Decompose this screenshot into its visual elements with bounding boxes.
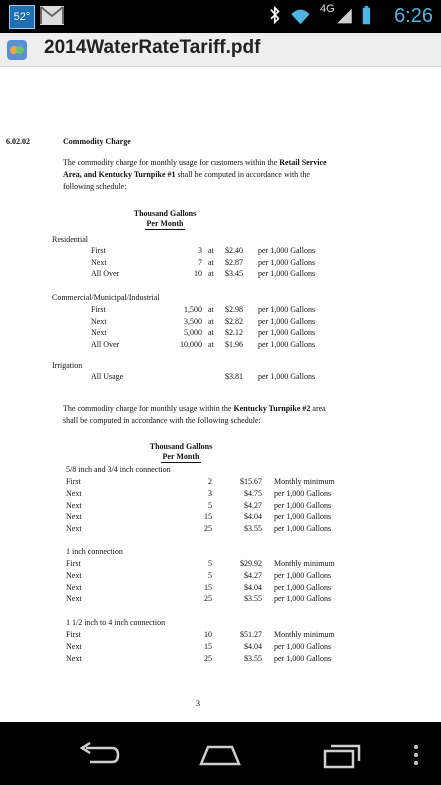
- residential-rate: $3.45: [225, 269, 243, 278]
- conn-1in-tier: Next: [66, 570, 82, 580]
- residential-at: at: [208, 246, 214, 255]
- conn-large-per: Monthly minimum: [274, 630, 335, 639]
- overflow-menu-icon[interactable]: [412, 744, 420, 766]
- commercial-tier: Next: [91, 316, 107, 326]
- gmail-icon: [40, 6, 64, 25]
- intro2-bold: Kentucky Turnpike #2: [233, 404, 311, 413]
- intro1-text2: shall be computed in accordance with the: [175, 170, 310, 179]
- commercial-per: per 1,000 Gallons: [258, 328, 316, 337]
- residential-at: at: [208, 257, 214, 267]
- commercial-tier: Next: [91, 328, 107, 337]
- bluetooth-icon: [271, 8, 278, 23]
- commercial-per: per 1,000 Gallons: [258, 339, 316, 349]
- commercial-at: at: [208, 328, 214, 337]
- conn-1in-rate: $29.92: [240, 559, 262, 568]
- commercial-qty: 3,500: [184, 316, 202, 326]
- conn-small-tier: Next: [66, 488, 82, 498]
- conn-large-qty: 25: [204, 653, 212, 663]
- irrigation-rate: $3.81: [225, 372, 243, 381]
- conn-large-qty: 10: [204, 630, 212, 639]
- header-line1: Thousand Gallons: [149, 442, 213, 451]
- conn-1in-per: per 1,000 Gallons: [274, 582, 332, 592]
- clock: 6:26: [394, 5, 433, 27]
- navigation-bar: [0, 722, 441, 785]
- home-icon[interactable]: [196, 744, 244, 766]
- intro1-bold2: Area, and Kentucky Turnpike #1: [63, 170, 176, 179]
- header-line2: Per Month: [146, 219, 184, 228]
- intro2-text2: area: [310, 404, 326, 413]
- commercial-rate: $2.82: [225, 316, 243, 326]
- conn-1in-qty: 15: [204, 582, 212, 592]
- residential-qty: 10: [194, 269, 202, 278]
- conn-small-tier: Next: [66, 500, 82, 510]
- pdf-page[interactable]: [0, 67, 441, 722]
- irrigation-label: Irrigation: [52, 361, 83, 370]
- conn-1in-tier: Next: [66, 582, 82, 592]
- battery-icon: [363, 6, 370, 24]
- intro1-line3: following schedule:: [63, 182, 127, 191]
- irrigation-per: per 1,000 Gallons: [258, 372, 316, 381]
- conn-small-tier: First: [66, 477, 81, 486]
- app-title-bar: [0, 33, 441, 67]
- intro1-line1: [63, 158, 327, 167]
- conn-1in-rate: $4.04: [244, 582, 262, 592]
- conn-1in-rate: $3.55: [244, 594, 262, 604]
- residential-tier: Next: [91, 257, 107, 267]
- conn-1in-qty: 5: [208, 559, 212, 568]
- conn-1in-rate: $4.27: [244, 570, 262, 580]
- commercial-rate: $2.12: [225, 328, 243, 337]
- conn-large-qty: 15: [204, 641, 212, 651]
- conn-1in-tier: First: [66, 559, 81, 568]
- commercial-qty: 10,000: [180, 339, 202, 349]
- commercial-qty: 1,500: [184, 305, 202, 314]
- conn-1in-per: per 1,000 Gallons: [274, 594, 332, 604]
- page-number: 3: [196, 699, 200, 708]
- table-header-1: [124, 209, 206, 230]
- residential-tier: All Over: [91, 269, 120, 278]
- commercial-label: Commercial/Municipal/Industrial: [52, 293, 160, 302]
- commercial-at: at: [208, 339, 214, 349]
- intro1-line2: [63, 170, 310, 179]
- commercial-at: at: [208, 316, 214, 326]
- back-icon[interactable]: [78, 742, 120, 766]
- conn-1in-tier: Next: [66, 594, 82, 604]
- residential-tier: First: [91, 246, 106, 255]
- conn-1in-per: per 1,000 Gallons: [274, 570, 332, 580]
- intro2-text: The commodity charge for monthly usage within the: [63, 404, 234, 413]
- conn-small-per: per 1,000 Gallons: [274, 524, 332, 534]
- table-header-2: [140, 442, 222, 463]
- status-bar: [0, 0, 441, 33]
- section-title: Commodity Charge: [63, 137, 131, 146]
- conn-1in-label: 1 inch connection: [66, 547, 123, 556]
- conn-large-rate: $4.04: [244, 641, 262, 651]
- commercial-per: per 1,000 Gallons: [258, 316, 316, 326]
- conn-small-label: 5/8 inch and 3/4 inch connection: [66, 465, 171, 474]
- residential-qty: 7: [198, 257, 202, 267]
- commercial-rate: $1.96: [225, 339, 243, 349]
- section-number: 6.02.02: [6, 137, 30, 146]
- conn-large-per: per 1,000 Gallons: [274, 641, 332, 651]
- conn-small-rate: $4.75: [244, 488, 262, 498]
- conn-large-rate: $3.55: [244, 653, 262, 663]
- conn-small-rate: $15.67: [240, 477, 262, 486]
- wifi-icon: [291, 10, 309, 25]
- recent-apps-icon[interactable]: [322, 741, 364, 769]
- commercial-qty: 5,000: [184, 328, 202, 337]
- intro2-line1: [63, 404, 326, 413]
- intro1-text: The commodity charge for monthly usage for customers within the: [63, 158, 280, 167]
- irrigation-tier: All Usage: [91, 372, 124, 381]
- conn-small-tier: Next: [66, 524, 82, 534]
- conn-large-rate: $51.27: [240, 630, 262, 639]
- commercial-tier: All Over: [91, 339, 120, 349]
- conn-small-per: Monthly minimum: [274, 477, 335, 486]
- conn-small-per: per 1,000 Gallons: [274, 488, 332, 498]
- commercial-tier: First: [91, 305, 106, 314]
- conn-small-qty: 25: [204, 524, 212, 534]
- residential-label: Residential: [52, 235, 88, 244]
- conn-large-tier: Next: [66, 641, 82, 651]
- conn-1in-per: Monthly minimum: [274, 559, 335, 568]
- residential-rate: $2.87: [225, 257, 243, 267]
- commercial-per: per 1,000 Gallons: [258, 305, 316, 314]
- weather-temperature: 52°: [9, 5, 35, 29]
- conn-small-qty: 15: [204, 512, 212, 522]
- residential-at: at: [208, 269, 214, 278]
- conn-small-per: per 1,000 Gallons: [274, 500, 332, 510]
- residential-per: per 1,000 Gallons: [258, 257, 316, 267]
- conn-small-rate: $3.55: [244, 524, 262, 534]
- conn-small-qty: 3: [208, 488, 212, 498]
- network-type: 4G: [320, 3, 335, 15]
- conn-small-rate: $4.27: [244, 500, 262, 510]
- conn-small-tier: Next: [66, 512, 82, 522]
- conn-1in-qty: 5: [208, 570, 212, 580]
- residential-per: per 1,000 Gallons: [258, 246, 316, 255]
- conn-small-per: per 1,000 Gallons: [274, 512, 332, 522]
- residential-per: per 1,000 Gallons: [258, 269, 316, 278]
- conn-large-tier: Next: [66, 653, 82, 663]
- intro2-line2: shall be computed in accordance with the following schedule:: [63, 416, 261, 425]
- conn-large-tier: First: [66, 630, 81, 639]
- app-icon[interactable]: [6, 39, 28, 61]
- document-title: 2014WaterRateTariff.pdf: [44, 37, 261, 58]
- signal-icon: [337, 9, 352, 24]
- commercial-at: at: [208, 305, 214, 314]
- conn-small-qty: 5: [208, 500, 212, 510]
- residential-qty: 3: [198, 246, 202, 255]
- conn-small-rate: $4.04: [244, 512, 262, 522]
- header-line1: Thousand Gallons: [133, 209, 197, 218]
- header-line2: Per Month: [162, 452, 200, 461]
- residential-rate: $2.40: [225, 246, 243, 255]
- commercial-rate: $2.98: [225, 305, 243, 314]
- conn-large-per: per 1,000 Gallons: [274, 653, 332, 663]
- conn-1in-qty: 25: [204, 594, 212, 604]
- conn-large-label: 1 1/2 inch to 4 inch connection: [66, 618, 166, 627]
- intro1-bold: Retail Service: [279, 158, 327, 167]
- conn-small-qty: 2: [208, 477, 212, 486]
